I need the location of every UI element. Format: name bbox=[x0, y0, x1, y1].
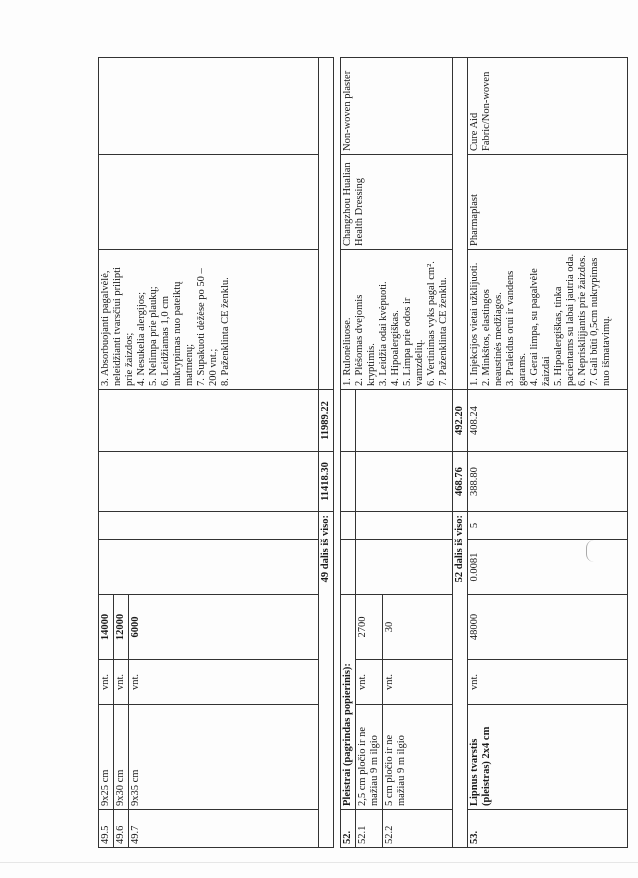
subtotal-label: 52 dalis iš viso: bbox=[453, 512, 468, 848]
section-number: 52. bbox=[341, 810, 356, 848]
item-name: Lipnus tvarstis (pleistras) 2x4 cm bbox=[468, 705, 628, 810]
item-description: 1. Injekcijos vietai užklijuoti. 2. Minkštos, elastingos neaustinės medžiagos. 3. Praleidus orui ir vandens garams. 4. Gerai limpa, su pagalvėle žaizdai 5. Hipoalergiškas, tinka pacientams su labai jautria oda. 6. Nepriskliįjantis prie žaizdos. 7. Gali būti 0,5cm nukrypimas nuo išmatavimų. bbox=[468, 250, 628, 390]
material: Non-woven plaster bbox=[341, 58, 453, 155]
material: Cure Aid Fabric/Non-woven bbox=[468, 58, 628, 155]
subtotal-sum: 11418.30 bbox=[319, 452, 334, 512]
row-number: 49.5 bbox=[99, 810, 114, 848]
row-number: 52.1 bbox=[356, 810, 383, 848]
empty-cell bbox=[356, 540, 453, 595]
unit: vnt. bbox=[356, 660, 383, 705]
sum: 388.80 bbox=[468, 452, 628, 512]
quantity: 14000 bbox=[99, 595, 114, 660]
manufacturer bbox=[99, 155, 319, 250]
table-row bbox=[99, 58, 114, 848]
empty-cell bbox=[341, 540, 356, 595]
empty-cell bbox=[341, 512, 356, 540]
item-description: 3. Absorbuojanti pagalvėlė, neleidžianti tvarsčiui prilipti prie žaizdos; 4. Nesukelia alergijos; 5. Nelimpa prie plaukų; 6. Leidžiamas 1,0 cm nukrypimas nuo pateiktų matmenų; 7. Supakuoti dėžėse po 50 – 200 vnt.; 8. Paženklinta CE ženklu. bbox=[99, 250, 319, 390]
item-size: 9x30 cm bbox=[114, 705, 129, 810]
rotated-price-table bbox=[98, 58, 638, 848]
quantity: 2700 bbox=[356, 595, 383, 660]
row-number: 49.7 bbox=[129, 810, 319, 848]
item-name: 2,5 cm pločio ir ne mažiau 9 m ilgio bbox=[356, 705, 383, 810]
quantity: 12000 bbox=[114, 595, 129, 660]
manufacturer: Pharmaplast bbox=[468, 155, 628, 250]
item-description: 1. Rulonėliuose. 2. Plėšomas dvejomis kryptimis. 3. Leidžia odai kvėpuoti. 4. Hipoalergiškas. 5. Limpa prie odos ir vamzdelių. 6. Vertinimas vyks pagal cm². 7. Paženklinta CE ženklu. bbox=[341, 250, 453, 390]
section-title: Pleistrai (pagrindas popierinis): bbox=[341, 595, 356, 810]
vat-rate bbox=[99, 512, 319, 540]
empty-cell bbox=[341, 390, 356, 452]
empty-cell bbox=[341, 452, 356, 512]
sum-with-vat bbox=[99, 390, 319, 452]
row-number: 53. bbox=[468, 810, 628, 848]
unit: vnt. bbox=[468, 660, 628, 705]
vat-rate: 5 bbox=[468, 512, 628, 540]
subtotal-empty bbox=[453, 58, 468, 390]
subtotal-row bbox=[319, 58, 334, 848]
unit: vnt. bbox=[383, 660, 453, 705]
scan-edge-line bbox=[0, 862, 638, 863]
sum bbox=[99, 452, 319, 512]
row-number: 49.6 bbox=[114, 810, 129, 848]
unit: vnt. bbox=[114, 660, 129, 705]
quantity: 30 bbox=[383, 595, 453, 660]
unit: vnt. bbox=[129, 660, 319, 705]
empty-cell bbox=[356, 390, 453, 452]
subtotal-row bbox=[453, 58, 468, 848]
item-size: 9x35 cm bbox=[129, 705, 319, 810]
manufacturer: Changzhou Hualian Health Dressing bbox=[341, 155, 453, 250]
spacer-row bbox=[334, 58, 341, 848]
empty-cell bbox=[356, 452, 453, 512]
item-size: 9x25 cm bbox=[99, 705, 114, 810]
empty-cell bbox=[356, 512, 453, 540]
unit-price bbox=[99, 540, 319, 595]
subtotal-label: 49 dalis iš viso: bbox=[319, 512, 334, 848]
quantity: 48000 bbox=[468, 595, 628, 660]
row-number: 52.2 bbox=[383, 810, 453, 848]
unit-price: 0.0081 bbox=[468, 540, 628, 595]
item-name: 5 cm pločio ir ne mažiau 9 m ilgio bbox=[383, 705, 453, 810]
material bbox=[99, 58, 319, 155]
sum-with-vat: 408.24 bbox=[468, 390, 628, 452]
subtotal-sum-vat: 11989.22 bbox=[319, 390, 334, 452]
unit: vnt. bbox=[99, 660, 114, 705]
subtotal-sum: 468.76 bbox=[453, 452, 468, 512]
quantity: 6000 bbox=[129, 595, 319, 660]
section-header-row bbox=[341, 58, 356, 848]
table-row bbox=[468, 58, 628, 848]
price-table bbox=[98, 57, 628, 848]
subtotal-sum-vat: 492.20 bbox=[453, 390, 468, 452]
subtotal-empty bbox=[319, 58, 334, 390]
